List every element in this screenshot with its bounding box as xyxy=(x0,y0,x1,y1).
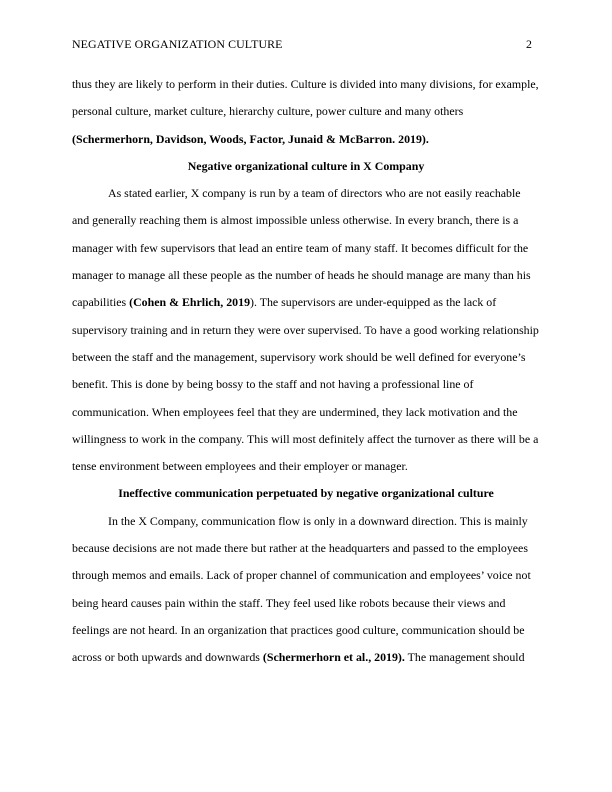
paragraph-text: As stated earlier, X company is run by a team of directors who are not easily reachable and generally reaching them is almost impossible unless otherwise. In every branch, there is a manager with few supervisors that lead an entire team of many staff. It becomes difficult for the manager to manage all these people as the number of heads he should manage are many than his capabilities xyxy=(72,186,531,310)
paragraph-text: thus they are likely to perform in their duties. Culture is divided into many divisions, for example, personal culture, market culture, hierarchy culture, power culture and many others xyxy=(72,77,539,119)
citation: (Schermerhorn, Davidson, Woods, Factor, Junaid & McBarron. 2019). xyxy=(72,131,429,146)
page-number: 2 xyxy=(526,37,532,51)
section-heading: Negative organizational culture in X Company xyxy=(187,158,425,173)
paragraph xyxy=(72,508,540,672)
paragraph xyxy=(72,180,540,480)
running-header xyxy=(72,37,532,51)
citation: (Schermerhorn et al., 2019). xyxy=(262,650,405,665)
paragraph-text: In the X Company, communication flow is only in a downward direction. This is mainly because decisions are not made there but rather at the headquarters and passed to the employees through memos and emails. Lack of proper channel of communication and employees’ voice not being heard causes pain within the staff. They feel used like robots because their views and feelings are not heard. In an organization that practices good culture, communication should be across or both upwards and downwards xyxy=(72,513,531,665)
citation: (Cohen & Ehrlich, 2019 xyxy=(129,295,251,310)
section-heading: Ineffective communication perpetuated by negative organizational culture xyxy=(118,486,494,501)
paragraph-continuation xyxy=(72,71,540,153)
paragraph-text: The management should xyxy=(404,650,525,665)
paragraph-text: ). The supervisors are under-equipped as the lack of supervisory training and in return they were over supervised. To have a good working relationship between the staff and the management, supervisory work should be well defined for everyone’s benefit. This is done by being bossy to the staff and not having a professional line of communication. When employees feel that they are undermined, they lack motivation and the willingness to work in the company. This will most definitely affect the turnover as there will be a tense environment between employees and their employer or manager. xyxy=(72,295,539,474)
header-title: NEGATIVE ORGANIZATION CULTURE xyxy=(72,37,283,51)
document-body xyxy=(72,71,540,672)
